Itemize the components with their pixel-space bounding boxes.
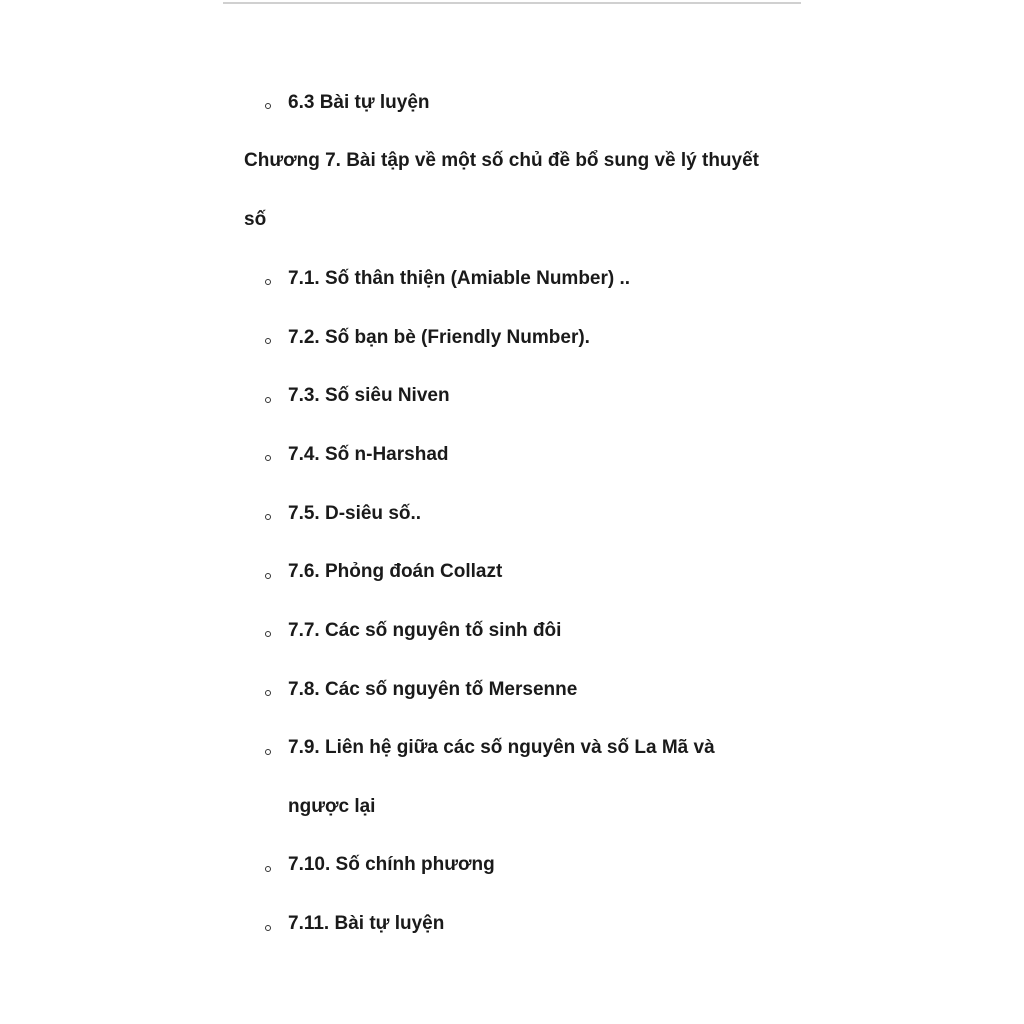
bullet-icon [265, 573, 271, 579]
bullet-icon [265, 925, 271, 931]
toc-item-7-1[interactable]: 7.1. Số thân thiện (Amiable Number) .. [288, 268, 631, 289]
toc-item-7-5[interactable]: 7.5. D-siêu số.. [288, 503, 422, 524]
toc-item-6-3[interactable]: 6.3 Bài tự luyện [288, 92, 430, 113]
toc-item-7-3[interactable]: 7.3. Số siêu Niven [288, 385, 450, 406]
bullet-icon [265, 690, 271, 696]
bullet-icon [265, 514, 271, 520]
bullet-icon [265, 397, 271, 403]
toc-item-7-6[interactable]: 7.6. Phỏng đoán Collazt [288, 561, 503, 582]
bullet-icon [265, 866, 271, 872]
toc-item-7-2[interactable]: 7.2. Số bạn bè (Friendly Number). [288, 327, 590, 348]
toc-item-7-11[interactable]: 7.11. Bài tự luyện [288, 913, 445, 934]
chapter-title-continuation: số [244, 209, 267, 230]
top-divider [223, 2, 801, 4]
bullet-icon [265, 749, 271, 755]
chapter-title[interactable]: Chương 7. Bài tập về một số chủ đề bổ sung về lý thuyết [244, 150, 760, 171]
bullet-icon [265, 338, 271, 344]
toc-item-7-8[interactable]: 7.8. Các số nguyên tố Mersenne [288, 679, 578, 700]
toc-item-7-9[interactable]: 7.9. Liên hệ giữa các số nguyên và số La Mã và [288, 737, 715, 758]
bullet-icon [265, 631, 271, 637]
bullet-icon [265, 279, 271, 285]
bullet-icon [265, 455, 271, 461]
toc-item-7-7[interactable]: 7.7. Các số nguyên tố sinh đôi [288, 620, 562, 641]
toc-item-7-9-continuation: ngược lại [288, 796, 376, 817]
toc-item-7-10[interactable]: 7.10. Số chính phương [288, 854, 495, 875]
bullet-icon [265, 103, 271, 109]
toc-item-7-4[interactable]: 7.4. Số n-Harshad [288, 444, 449, 465]
